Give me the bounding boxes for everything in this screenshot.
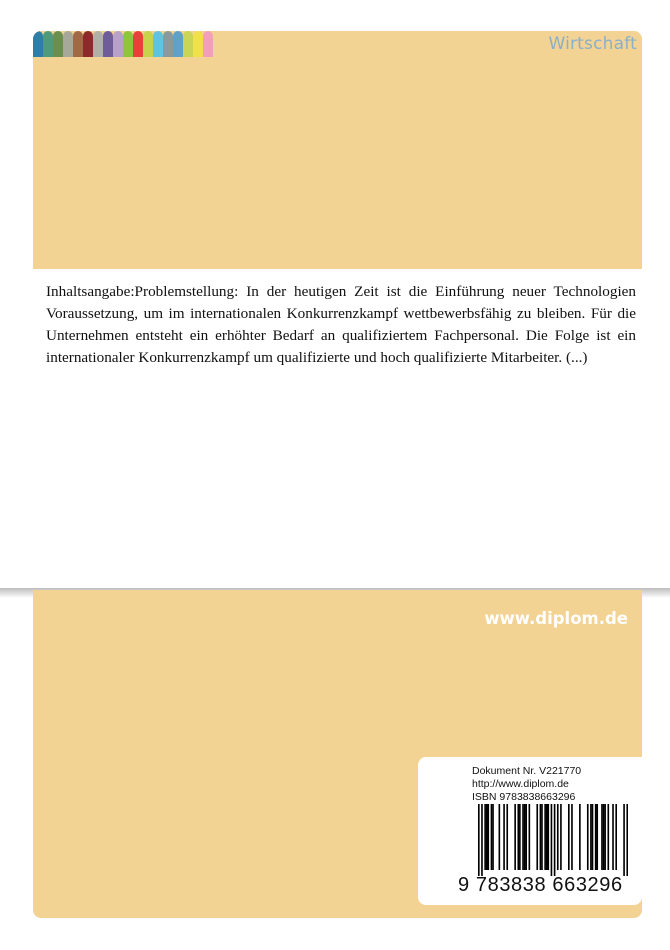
barcode-bar [601,804,603,870]
color-stripe [173,31,183,57]
barcode-bar [529,804,531,870]
barcode-bar [525,804,527,870]
barcode-bar [603,804,605,870]
barcode-bar [592,804,594,870]
color-stripe [73,31,83,57]
barcode-bar [596,804,598,870]
barcode-bar [587,804,589,870]
barcode-bar [524,804,526,870]
document-url[interactable]: http://www.diplom.de [472,778,569,790]
barcode-bar [540,804,542,870]
color-stripe [143,31,153,57]
barcode-bar [607,804,609,870]
color-stripe [123,31,133,57]
color-stripe [33,31,43,57]
barcode-bar [522,804,524,870]
document-number: Dokument Nr. V221770 [472,765,582,777]
barcode-bar [571,804,573,870]
book-blurb: Inhaltsangabe:Problemstellung: In der heutigen Zeit ist die Einführung neuer Technologien Voraussetzung, um im internationalen Konkurrenzkampf wettbewerbsfähig zu bleiben. Für die Unternehmen entsteht ein erhöhter Bedarf an qualifiziertem Fachpersonal. Die Folge ist ein internationaler Konkurrenzkampf um qualifizierte und hoch qualifizierte Mitarbeiter. (...) [46,283,636,366]
barcode-bar [544,804,546,870]
barcode-bar [536,804,538,870]
barcode-bar [519,804,521,870]
barcode-bar [478,804,480,876]
barcode-bar [546,804,548,870]
color-stripe [53,31,63,57]
color-stripe [93,31,103,57]
color-stripe [133,31,143,57]
barcode-bar [557,804,559,870]
barcode-bar [484,804,486,870]
color-stripe [113,31,123,57]
barcode-bar [541,804,543,870]
barcode-bar [506,804,508,870]
barcode-bar [595,804,597,870]
color-stripe [83,31,93,57]
color-stripe [63,31,73,57]
barcode-bar [568,804,570,870]
barcode-bar [481,804,483,876]
cover-top-panel [33,31,642,269]
color-stripe [153,31,163,57]
color-stripe [203,31,213,57]
color-stripe [193,31,203,57]
barcode-bar [487,804,489,870]
publisher-url[interactable]: www.diplom.de [484,609,628,628]
barcode-bar [579,804,581,870]
barcode-bar [491,804,493,870]
barcode-bar [604,804,606,870]
barcode-bar [517,804,519,870]
barcode-bar [486,804,488,870]
barcode-bar [514,804,516,870]
barcode-bar [615,804,617,870]
barcode-bar [626,804,628,876]
isbn: ISBN 9783838663296 [472,791,576,803]
barcode-bar [612,804,614,870]
barcode-digits: 9 783838 663296 [458,874,623,896]
barcode-bar [551,804,553,876]
barcode [478,804,628,876]
barcode-bar [503,804,505,870]
color-stripe [103,31,113,57]
series-label: Wirtschaft [548,34,637,54]
barcode-bar [554,804,556,876]
color-stripe [43,31,53,57]
barcode-bar [547,804,549,870]
document-info [472,765,581,804]
barcode-bar [590,804,592,870]
barcode-bar [560,804,562,870]
barcode-bar [499,804,501,870]
color-stripe [163,31,173,57]
color-stripe [183,31,193,57]
color-stripes [33,31,213,57]
barcode-bar [623,804,625,876]
barcode-bar [492,804,494,870]
